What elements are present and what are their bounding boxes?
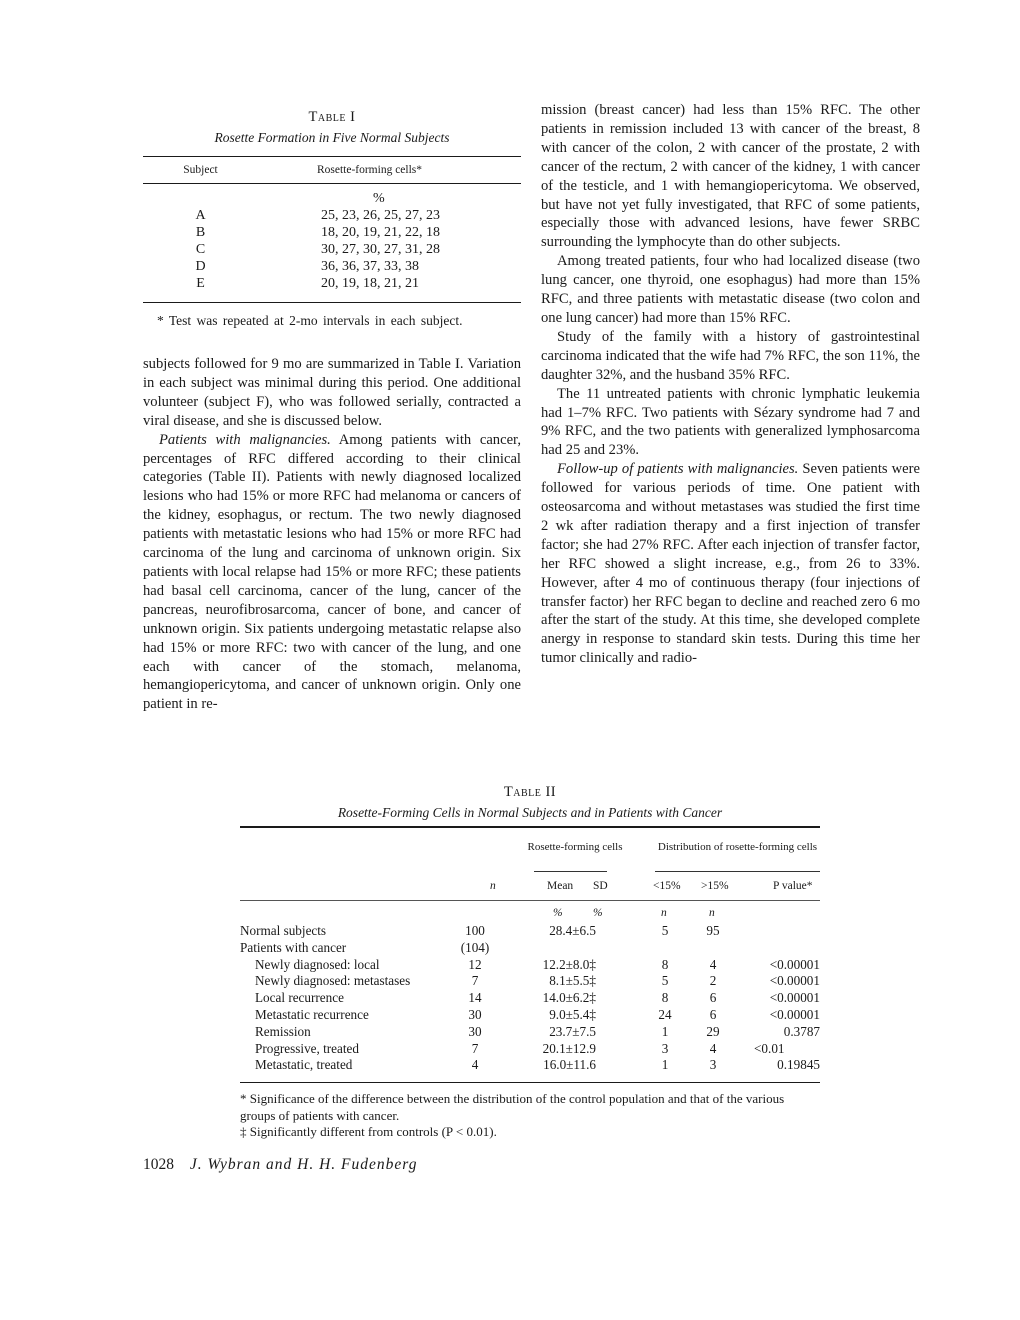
table-2-body bbox=[240, 923, 820, 1074]
table-row: E 20, 19, 18, 21, 21 bbox=[196, 276, 419, 291]
table-2-footnotes bbox=[240, 1091, 820, 1141]
running-authors: J. Wybran and H. H. Fudenberg bbox=[189, 1156, 418, 1173]
header-mean: Mean bbox=[547, 880, 574, 892]
paragraph: Patients with malignancies. Among patients with cancer, percentages of RFC differed according to their clinical categories (Table II). Patients with newly diagnosed localized lesions who had 15% or more RFC had melanoma or cancers of the kidney, esophagus, or rectum. The two newly diagnosed patients with metastatic lesions who had 15% or more RFC had carcinoma of the lung and carcinoma of unknown origin. Six patients with local relapse had 15% or more RFC; these patients had basal cell carcinoma, cancer of the lung, cancer of the pancreas, neurofibrosarcoma, cancer of bone, and cancer of unknown origin. Six patients undergoing metastatic relapse also had 15% or more RFC: two with cancer of the lung, and one each with cancer of the stomach, melanoma, hemangiopericytoma, and cancer of unknown origin. Only one patient in re- bbox=[143, 431, 521, 713]
page-number: 1028 bbox=[143, 1156, 174, 1173]
header-distribution-group: Distribution of rosette-forming cells bbox=[657, 841, 818, 853]
header-sd: SD bbox=[593, 880, 608, 892]
table-row: Metastatic, treated 4 16.0±11.6 1 3 0.19845 bbox=[255, 1057, 820, 1073]
table-row: Newly diagnosed: metastases 7 8.1±5.5‡ 5 2 <0.00001 bbox=[255, 973, 820, 989]
table-1-body bbox=[143, 184, 521, 302]
table-rule bbox=[240, 1082, 820, 1083]
footnote: ‡ Significantly different from controls (P < 0.01). bbox=[240, 1124, 497, 1140]
table-2 bbox=[240, 826, 820, 1141]
table-rule bbox=[143, 302, 521, 303]
table-row: Local recurrence 14 14.0±6.2‡ 8 6 <0.00001 bbox=[255, 990, 820, 1006]
left-column bbox=[143, 355, 521, 714]
table-2-title-block bbox=[230, 783, 830, 822]
table-1-caption: Rosette Formation in Five Normal Subjects bbox=[214, 130, 450, 145]
header-rfc: Rosette-forming cells* bbox=[316, 164, 423, 176]
table-row: Newly diagnosed: local 12 12.2±8.0‡ 8 4 <0.00001 bbox=[255, 956, 820, 972]
paragraph: Follow-up of patients with malignancies. Seven patients were followed for various periods of time. One patient with osteosarcoma and without metastases was studied the first time 2 wk after radiation therapy and a first injection of transfer factor; she had 27% RFC. After each injection of transfer factor, her RFC showed a slight increase, e.g., from 26 to 33%. However, after 4 mo of continuous therapy (four injections of transfer factor) her RFC began to decline and reached zero 6 mo after the start of the study. At this time, she developed complete anergy in response to standard skin tests. During this time her tumor clinically and radio- bbox=[541, 461, 920, 667]
table-1 bbox=[143, 108, 521, 329]
paragraph: The 11 untreated patients with chronic lymphatic leukemia had 1–7% RFC. Two patients with Sézary syndrome had 7 and 9% RFC, and the two patients with generalized lymphosarcoma had 25 and 23%. bbox=[541, 385, 920, 459]
section-heading: Follow-up of patients with malignancies. bbox=[557, 461, 799, 478]
header-p-value: P value* bbox=[773, 880, 813, 892]
table-2-group-header bbox=[240, 828, 820, 870]
page-footer bbox=[143, 1156, 417, 1174]
section-heading: Patients with malignancies. bbox=[159, 431, 331, 448]
header-n: n bbox=[490, 880, 496, 892]
table-1-footnote: * Test was repeated at 2-mo intervals in each subject. bbox=[157, 313, 463, 328]
table-row: Patients with cancer (104) bbox=[240, 939, 490, 955]
table-row: Metastatic recurrence 30 9.0±5.4‡ 24 6 <0.00001 bbox=[255, 1006, 820, 1022]
paragraph: Among treated patients, four who had localized disease (two lung cancer, one thyroid, one esophagus) had more than 15% RFC, and three patients with metastatic disease (two colon and one lung cancer) had more than 15% RFC. bbox=[541, 253, 920, 326]
unit-label: % bbox=[373, 191, 385, 206]
table-2-label: Table II bbox=[503, 784, 557, 800]
footnote: * Significance of the difference between the distribution of the control population and that of the various groups of patients with cancer. bbox=[240, 1091, 785, 1123]
right-column bbox=[541, 101, 920, 668]
table-1-header bbox=[143, 157, 521, 183]
table-row: Normal subjects 100 28.4±6.5 5 95 bbox=[240, 923, 720, 938]
header-subject: Subject bbox=[183, 164, 218, 176]
table-2-caption: Rosette-Forming Cells in Normal Subjects and in Patients with Cancer bbox=[337, 805, 723, 820]
table-row: A 25, 23, 26, 25, 27, 23 bbox=[195, 208, 440, 223]
table-1-label: Table I bbox=[308, 109, 356, 125]
table-row: Progressive, treated 7 20.1±12.9 3 4 <0.01 bbox=[255, 1040, 785, 1056]
table-row: B 18, 20, 19, 21, 22, 18 bbox=[195, 225, 440, 240]
paragraph: Study of the family with a history of gastrointestinal carcinoma indicated that the wife had 7% RFC, the son 11%, the daughter 32%, and the husband 35% RFC. bbox=[541, 328, 920, 383]
table-row: Remission 30 23.7±7.5 1 29 0.3787 bbox=[255, 1023, 820, 1039]
paragraph: mission (breast cancer) had less than 15% RFC. The other patients in remission included 13 with cancer of the breast, 8 with cancer of the colon, 2 with cancer of the prostate, 2 with cancer of the rectum, 2 with cancer of the kidney, 1 with cancer of the testicle, and 1 with hemangiopericytoma. We observed, but have not yet fully investigated, that RFC of some patients, especially those with advanced lesions, have fewer SRBC surrounding the lymphocyte than do other subjects. bbox=[541, 102, 920, 251]
header-gt15: >15% bbox=[701, 880, 729, 892]
header-rfc-group: Rosette-forming cells bbox=[527, 841, 623, 853]
table-2-units: % % n n bbox=[553, 907, 715, 919]
paragraph: subjects followed for 9 mo are summarized in Table I. Variation in each subject was minimal during this period. One additional volunteer (subject F), who was followed serially, contracted a viral disease, and she is discussed below. bbox=[143, 356, 521, 429]
header-lt15: <15% bbox=[653, 880, 681, 892]
table-2-header bbox=[240, 870, 820, 900]
table-row: C 30, 27, 30, 27, 31, 28 bbox=[195, 242, 440, 257]
table-row: D 36, 36, 37, 33, 38 bbox=[195, 259, 419, 274]
